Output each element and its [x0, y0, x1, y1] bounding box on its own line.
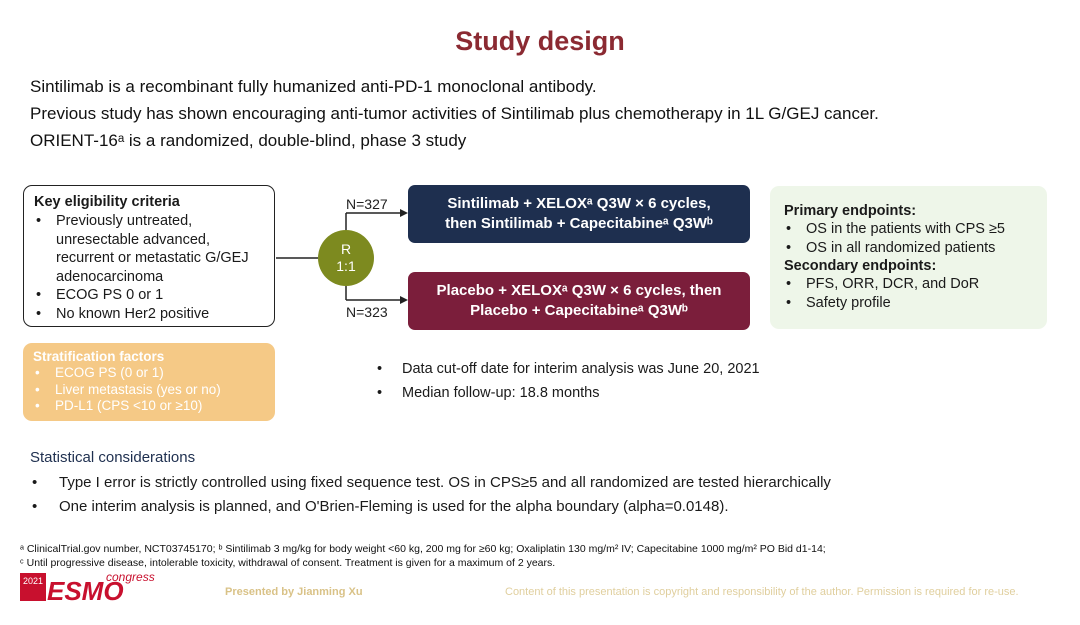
logo-suffix: congress: [106, 571, 155, 584]
stratification-item: • PD-L1 (CPS <10 or ≥10): [33, 398, 265, 415]
secondary-endpoint-item: • PFS, ORR, DCR, and DoR: [784, 275, 1033, 294]
intro-line-2: Previous study has shown encouraging anti-tumor activities of Sintilimab plus chemotherapy in 1L G/GEJ cancer.: [30, 104, 879, 123]
copyright-notice: Content of this presentation is copyright and responsibility of the author. Permission is required for re-use.: [505, 586, 1019, 598]
stats-item: • One interim analysis is planned, and O'Brien-Fleming is used for the alpha boundary (alpha=0.0148).: [30, 495, 1060, 519]
eligibility-item: • ECOG PS 0 or 1: [34, 286, 264, 305]
stratification-box: [23, 343, 275, 421]
intro-line-3: ORIENT-16ᵃ is a randomized, double-blind, phase 3 study: [30, 131, 467, 150]
arm-1-line-2: then Sintilimab + Capecitabineᵃ Q3Wᵇ: [445, 215, 713, 232]
randomization-circle: [318, 230, 374, 286]
footnote-1: ᵃ ClinicalTrial.gov number, NCT03745170; ᵇ Sintilimab 3 mg/kg for body weight <60 kg, 200 mg for ≥60 kg; Oxaliplatin 130 mg/m² IV; Capecitabine 1000 mg/m² PO Bid d1-14;: [20, 543, 826, 555]
secondary-endpoints-heading: Secondary endpoints:: [784, 258, 937, 274]
stratification-item: • ECOG PS (0 or 1): [33, 365, 265, 382]
stratification-item: • Liver metastasis (yes or no): [33, 382, 265, 399]
stats-notes: [30, 471, 1060, 519]
arm-2-line-1: Placebo + XELOXᵃ Q3W × 6 cycles, then: [436, 282, 722, 299]
eligibility-item: • No known Her2 positive: [34, 305, 264, 324]
logo-year: 2021: [23, 576, 44, 586]
arm-1-line-1: Sintilimab + XELOXᵃ Q3W × 6 cycles,: [447, 195, 711, 212]
arm-1-n: N=327: [346, 196, 388, 212]
secondary-endpoint-item: • Safety profile: [784, 294, 1033, 313]
data-note-item: • Data cut-off date for interim analysis was June 20, 2021: [375, 357, 760, 381]
esmo-congress-logo: [20, 571, 160, 603]
eligibility-item: • Previously untreated, unresectable advanced, recurrent or metastatic G/GEJ adenocarcinoma: [34, 212, 264, 286]
arm-2-line-2: Placebo + Capecitabineᵃ Q3Wᵇ: [470, 302, 688, 319]
stats-item: • Type I error is strictly controlled using fixed sequence test. OS in CPS≥5 and all randomized are tested hierarchically: [30, 471, 1060, 495]
footnote-2: ᶜ Until progressive disease, intolerable toxicity, withdrawal of consent. Treatment is given for a maximum of 2 years.: [20, 557, 556, 569]
presented-by: Presented by Jianming Xu: [225, 586, 363, 598]
page-title: Study design: [455, 26, 625, 56]
randomization-ratio: 1:1: [336, 258, 356, 274]
data-note-item: • Median follow-up: 18.8 months: [375, 381, 760, 405]
primary-endpoint-item: • OS in the patients with CPS ≥5: [784, 220, 1033, 239]
arm-placebo: [408, 272, 750, 330]
endpoints-box: [770, 186, 1047, 329]
stats-heading: Statistical considerations: [30, 449, 196, 466]
primary-endpoint-item: • OS in all randomized patients: [784, 239, 1033, 258]
arm-2-n: N=323: [346, 304, 388, 320]
arm-sintilimab: [408, 185, 750, 243]
eligibility-heading: Key eligibility criteria: [34, 194, 180, 210]
stratification-heading: Stratification factors: [33, 349, 165, 364]
data-notes: [375, 357, 760, 405]
eligibility-box: [23, 185, 275, 327]
randomization-label: R: [340, 241, 352, 257]
logo-brand: ESMO: [47, 576, 124, 603]
primary-endpoints-heading: Primary endpoints:: [784, 203, 917, 219]
intro-line-1: Sintilimab is a recombinant fully humanized anti-PD-1 monoclonal antibody.: [30, 77, 597, 96]
